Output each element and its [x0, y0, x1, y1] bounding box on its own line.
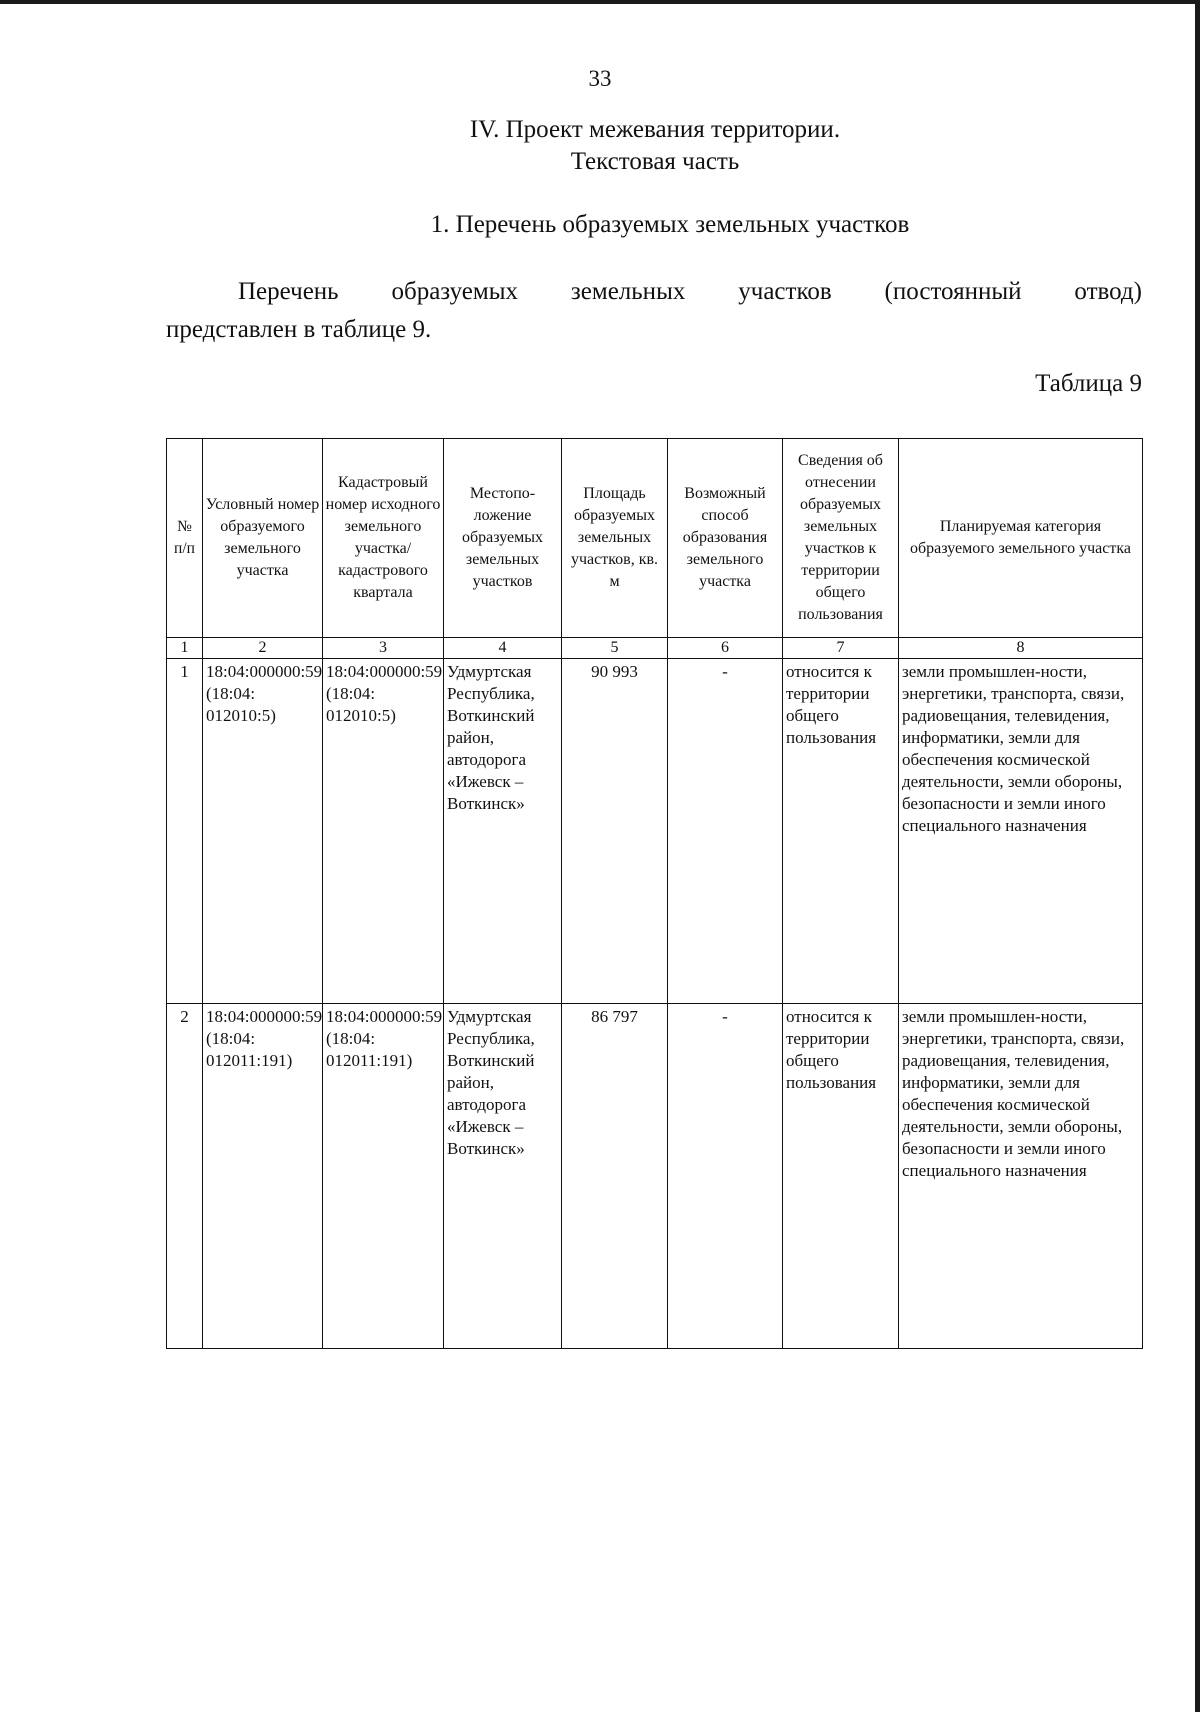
row-number: 2 [167, 1004, 203, 1349]
column-number: 5 [562, 638, 668, 659]
section-title [0, 114, 1200, 178]
category-cell: земли промышлен-ности, энергетики, транспорта, связи, радиовещания, телевидения, информатики, земли для обеспечения космической деятельности, земли обороны, безопасности и земли иного специального назначения [899, 1004, 1143, 1349]
intro-word: отвод) [1074, 278, 1142, 305]
table-header-row [167, 439, 1143, 638]
scan-edge-top [0, 0, 1200, 4]
category-cell: земли промышлен-ности, энергетики, транспорта, связи, радиовещания, телевидения, информатики, земли для обеспечения космической деятельности, земли обороны, безопасности и земли иного специального назначения [899, 659, 1143, 1004]
method-cell: - [668, 659, 783, 1004]
intro-word: Перечень [238, 278, 339, 305]
intro-word: земельных [570, 278, 686, 305]
header-conditional-number: Условный номер образуемого земельного участка [203, 439, 323, 638]
column-number: 8 [899, 638, 1143, 659]
header-location: Местопо-ложение образуемых земельных участков [444, 439, 562, 638]
area-cell: 86 797 [562, 1004, 668, 1349]
intro-word: участков [738, 278, 832, 305]
conditional-number-cell: 18:04:000000:59 (18:04: 012010:5) [203, 659, 323, 1004]
cadastral-number-cell: 18:04:000000:59 (18:04: 012011:191) [323, 1004, 444, 1349]
header-method: Возможный способ образования земельного участка [668, 439, 783, 638]
header-public-info: Сведения об отнесении образуемых земельных участков к территории общего пользования [783, 439, 899, 638]
table-caption: Таблица 9 [1035, 370, 1142, 397]
header-category: Планируемая категория образуемого земельного участка [899, 439, 1143, 638]
column-number-row [167, 638, 1143, 659]
public-info-cell: относится к территории общего пользования [783, 1004, 899, 1349]
header-area: Площадь образуемых земельных участков, кв. м [562, 439, 668, 638]
header-cadastral-number: Кадастровый номер исходного земельного участка/ кадастрового квартала [323, 439, 444, 638]
conditional-number-cell: 18:04:000000:59 (18:04: 012011:191) [203, 1004, 323, 1349]
column-number: 2 [203, 638, 323, 659]
intro-word: образуемых [391, 278, 519, 305]
subsection-title: 1. Перечень образуемых земельных участков [430, 211, 910, 238]
intro-line1 [166, 273, 1142, 311]
header-number: № п/п [167, 439, 203, 638]
row-number: 1 [167, 659, 203, 1004]
public-info-cell: относится к территории общего пользования [783, 659, 899, 1004]
page-number: 33 [588, 66, 612, 91]
section-title-line2: Текстовая часть [570, 148, 740, 175]
column-number: 6 [668, 638, 783, 659]
cadastral-number-cell: 18:04:000000:59 (18:04: 012010:5) [323, 659, 444, 1004]
area-cell: 90 993 [562, 659, 668, 1004]
location-cell: Удмуртская Республика, Воткинский район, автодорога «Ижевск – Воткинск» [444, 1004, 562, 1349]
location-cell: Удмуртская Республика, Воткинский район, автодорога «Ижевск – Воткинск» [444, 659, 562, 1004]
column-number: 3 [323, 638, 444, 659]
scan-edge-right [1195, 0, 1200, 1712]
column-number: 7 [783, 638, 899, 659]
intro-paragraph [166, 273, 1142, 349]
intro-word: (постоянный [884, 278, 1022, 305]
table-row [167, 1004, 1143, 1349]
column-number: 1 [167, 638, 203, 659]
land-plots-table [166, 438, 1143, 1349]
intro-line2: представлен в таблице 9. [166, 316, 432, 343]
table-row [167, 659, 1143, 1004]
method-cell: - [668, 1004, 783, 1349]
column-number: 4 [444, 638, 562, 659]
section-title-line1: IV. Проект межевания территории. [469, 116, 841, 143]
